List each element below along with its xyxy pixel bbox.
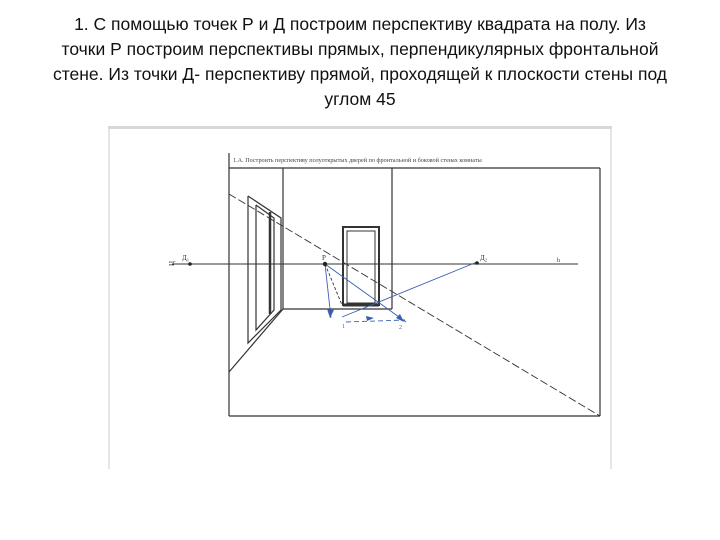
label-left-h: Ц <box>168 260 176 266</box>
line-d2-to-1 <box>342 262 477 317</box>
construction-arrows <box>327 309 404 322</box>
caption-line-1: 1. С помощью точек Р и Д построим перспективу квадрата на полу. Из <box>74 14 646 34</box>
point-p <box>323 262 327 266</box>
point-d1 <box>188 262 192 266</box>
label-d2: Д₂ <box>480 254 488 262</box>
left-door-inner <box>256 205 274 330</box>
diagonal-line <box>229 194 600 416</box>
construction-lines <box>229 194 600 416</box>
back-door-frame <box>343 227 379 305</box>
scan-top-edge <box>108 126 612 129</box>
label-2: 2 <box>399 325 402 331</box>
label-d1: Д₁ <box>182 254 190 262</box>
label-h: h <box>557 258 560 264</box>
label-p: Р <box>322 254 326 262</box>
square-front-edge <box>346 320 405 322</box>
sheet-title: 1.А. Построить перспективу полуоткрытых дверей по фронтальной и боковой стенах комнаты <box>233 157 482 164</box>
caption-line-2: точки Р построим перспективы прямых, перпендикулярных фронтальной <box>61 39 659 59</box>
point-d2 <box>475 261 479 265</box>
caption-line-3: стене. Из точки Д- перспективу прямой, проходящей к плоскости стены под <box>52 64 668 84</box>
caption-line-4: углом 45 <box>324 89 396 109</box>
arrow-3 <box>366 316 374 321</box>
scan-left-edge <box>108 129 110 469</box>
label-1: 1 <box>342 324 345 330</box>
room-lines <box>172 153 600 416</box>
point-labels <box>168 254 560 331</box>
scan-right-edge <box>610 129 612 469</box>
arrow-1 <box>327 309 334 318</box>
back-door-inner <box>347 231 375 303</box>
